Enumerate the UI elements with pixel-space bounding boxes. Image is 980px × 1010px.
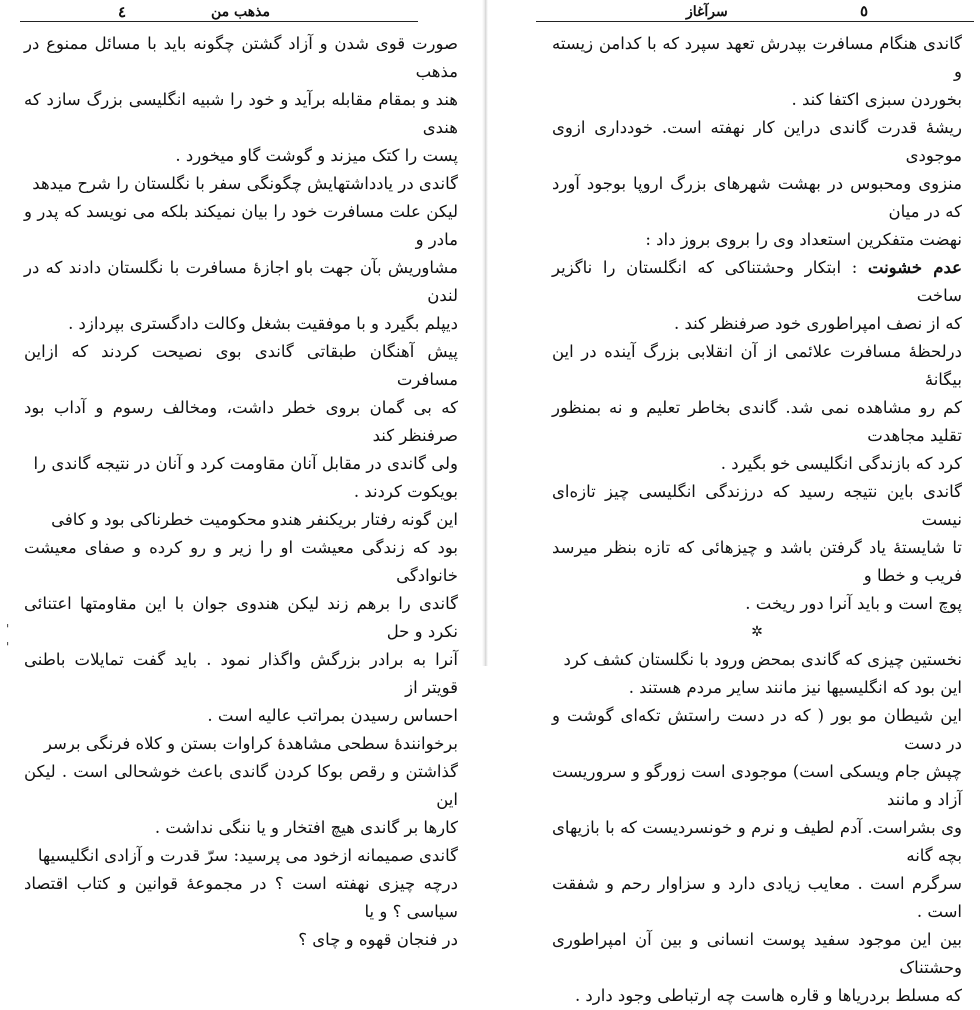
text-line: ولی گاندی در مقابل آنان مقاومت کرد و آنان در نتیجه گاندی را: [33, 454, 458, 473]
text-line: که بی گمان بروی خطر داشت، ومخالف رسوم و آداب بود صرفنظر کند: [24, 398, 458, 445]
text-line: درچه چیزی نهفته است ؟ در مجموعهٔ قوانین و کتاب اقتصاد سیاسی ؟ و یا: [24, 874, 458, 921]
text-line: لیکن علت مسافرت خود را بیان نمیکند بلکه می نویسد که پدر و مادر و: [24, 202, 458, 249]
running-title: سرآغاز: [686, 4, 728, 20]
text-line: وی بشراست. آدم لطیف و نرم و خونسردیست که با بازیهای بچه گانه: [552, 818, 962, 865]
text-line: مشاوریش بآن جهت باو اجازهٔ مسافرت با نگلستان دادند که در لندن: [24, 258, 458, 305]
text-line: گاندی صمیمانه ازخود می پرسید: سرّ قدرت و آزادی انگلیسیها: [37, 846, 458, 865]
section-break-ornament: ✲: [751, 624, 763, 640]
text-line: کم رو مشاهده نمی شد. گاندی بخاطر تعلیم و نه بمنظور تقلید مجاهدت: [552, 398, 962, 445]
text-line: که از نصف امپراطوری خود صرفنظر کند .: [673, 314, 962, 333]
text-line: گاندی هنگام مسافرت بپدرش تعهد سپرد که با کدامن زیسته و: [552, 34, 962, 81]
margin-mark: ': [6, 640, 10, 654]
text-line: ریشهٔ قدرت گاندی دراین کار نهفته است. خودداری ازوی موجودی: [552, 118, 962, 165]
text-line: بین این موجود سفید پوست انسانی و بین آن امپراطوری وحشتناک: [552, 930, 962, 977]
text-line: پست را کتک میزند و گوشت گاو میخورد .: [175, 146, 458, 165]
text-line: منزوی ومحبوس در بهشت شهرهای بزرگ اروپا بوجود آورد که در میان: [552, 174, 962, 221]
text-line: صورت قوی شدن و آزاد گشتن چگونه باید با مسائل ممنوع در مذهب: [24, 34, 458, 81]
text-line: که مسلط بردریاها و قاره هاست چه ارتباطی وجود دارد .: [574, 986, 962, 1005]
text-line: در فنجان قهوه و چای ؟: [298, 930, 458, 949]
text-line: کارها بر گاندی هیچ افتخار و یا ننگی نداشت .: [154, 818, 458, 837]
text-line: گذاشتن و رقص بوکا کردن گاندی باعث خوشحالی است . لیکن این: [24, 762, 458, 809]
text-line: بخوردن سبزی اکتفا کند .: [791, 90, 962, 109]
text-line: سرگرم است . معایب زیادی دارد و سزاوار رحم و شفقت است .: [552, 874, 962, 921]
page-number: ٤: [118, 3, 127, 21]
text-line: بویکوت کردند .: [353, 482, 458, 501]
text-line: گاندی در یادداشتهایش چگونگی سفر با نگلستان را شرح میدهد: [32, 174, 458, 193]
text-line: برخوانندهٔ سطحی مشاهدهٔ کراوات بستن و کلاه فرنگی برسر: [43, 734, 458, 753]
text-line: تا شایستهٔ یاد گرفتن باشد و چیزهائی که تازه بنظر میرسد فریب و خطا و: [552, 538, 962, 585]
bold-term: عدم خشونت: [867, 258, 962, 277]
text-line: بود که زندگی معیشت او را زیر و رو کرده و صفای معیشت خانوادگی: [24, 538, 458, 585]
book-spine: [482, 0, 488, 666]
text-line: این بود که انگلیسیها نیز مانند سایر مردم هستند .: [628, 678, 962, 697]
left-page: [0, 0, 470, 949]
text-line: گاندی را برهم زند لیکن هندوی جوان با این مقاومتها اعتنائی نکرد و حل: [24, 594, 458, 641]
text-line: نخستین چیزی که گاندی بمحض ورود با نگلستان کشف کرد: [563, 650, 962, 669]
text-line: پوچ است و باید آنرا دور ریخت .: [745, 594, 962, 613]
text-line: احساس رسیدن بمراتب عالیه است .: [207, 706, 458, 725]
right-page: [496, 0, 980, 1005]
text-line: کرد که بازندگی انگلیسی خو بگیرد .: [720, 454, 962, 473]
text-line: عدم خشونت : ابتکار وحشتناکی که انگلستان را ناگزیر ساخت: [552, 258, 962, 305]
text-line: گاندی باین نتیجه رسید که درزندگی انگلیسی چیز تازه‌ای نیست: [552, 482, 962, 529]
text-line: درلحظهٔ مسافرت علائمی از آن انقلابی بزرگ آینده در این بیگانهٔ: [552, 342, 962, 389]
page-number: ٥: [860, 2, 869, 20]
margin-mark: ': [6, 622, 10, 636]
running-title: مذهب من: [210, 4, 270, 20]
right-page-body: [552, 30, 962, 1010]
text-line: این گونه رفتار بریکنفر هندو محکومیت خطرناکی بود و کافی: [51, 510, 458, 529]
text-line: آنرا به برادر بزرگش واگذار نمود . باید گفت تمایلات باطنی قویتر از: [24, 650, 458, 697]
header-rule: [20, 21, 418, 22]
text-line: پیش آهنگان طبقاتی گاندی بوی نصیحت کردند که ازاین مسافرت: [24, 342, 458, 389]
text-line: نهضت متفکرین استعداد وی را بروی بروز داد :: [645, 230, 962, 249]
text-line: چپش جام ویسکی است) موجودی است زورگو و سروریست آزاد و مانند: [552, 762, 962, 809]
header-rule: [536, 21, 974, 22]
text-line: این شیطان مو بور ( که در دست راستش تکه‌ای گوشت و در دست: [552, 706, 962, 753]
text-line: هند و بمقام مقابله برآید و خود را شبیه انگلیسی بزرگ سازد که هندی: [24, 90, 458, 137]
left-page-header: [0, 4, 470, 22]
left-page-body: [24, 30, 458, 954]
text-line: دیپلم بگیرد و با موفقیت بشغل وکالت دادگستری بپردازد .: [68, 314, 458, 333]
